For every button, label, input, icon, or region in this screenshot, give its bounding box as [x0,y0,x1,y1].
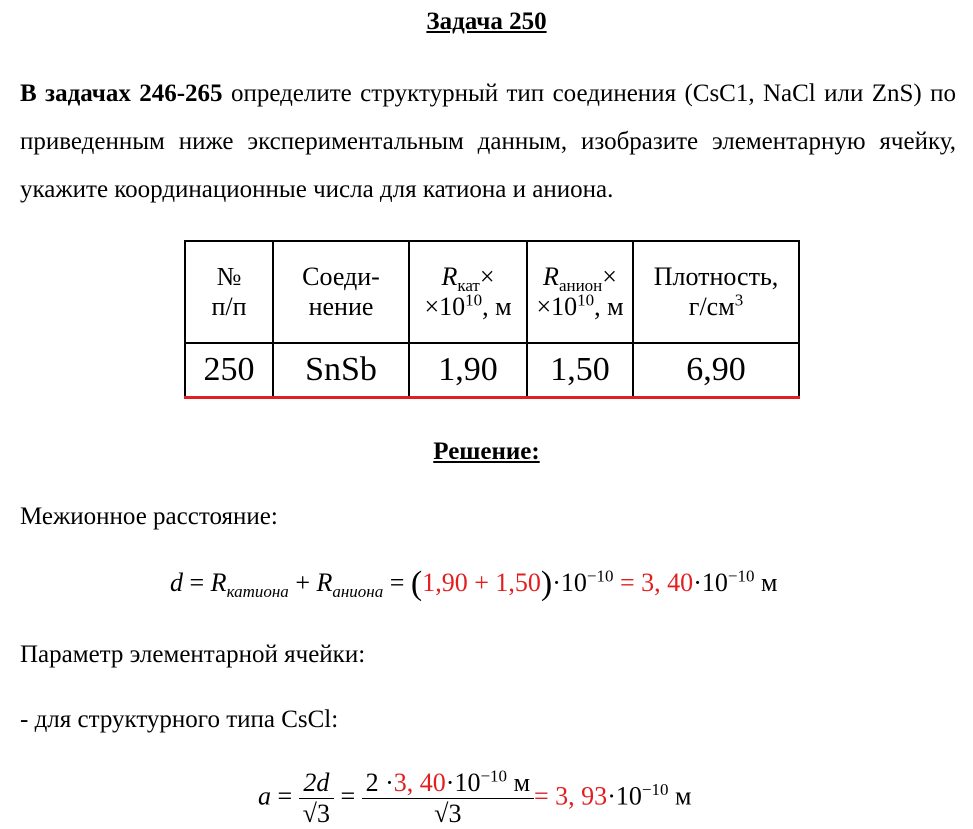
header-r-cation: $R_{кат}\times$ $\times 10^{10}$, м [409,241,527,343]
problem-statement [20,70,956,214]
cell-num: 250 [185,343,273,398]
table-row [185,343,799,398]
header-density: Плотность, $г/см^3$ [633,241,799,343]
statement-text: определите структурный тип соединения (CsC1, NaCl или ZnS) по приведенным ниже экспериментальным данным, изобразите элементарную ячейку, укажите координационные числа для катиона и аниона. [20,80,956,203]
cell-compound: SnSb [273,343,409,398]
text-cscl-type: - для структурного типа CsCl: [20,706,339,733]
problem-title: Задача 250 [426,8,547,35]
formula-distance: $d = R_{катиона} + R_{аниона} = (1,90 + 1,50)\cdot 10^{-10} = 3$, $40\cdot 10^{-10}$ м [170,565,778,602]
data-table [184,240,800,399]
cell-rcat: 1,90 [409,343,527,398]
text-cell-parameter: Параметр элементарной ячейки: [20,641,366,668]
formula-cell-parameter: a = $\frac{2d}{√3}$ = $\frac{2 \cdot 3, 40\cdot 10^{-10} м}{√3}$ = 3, $93\cdot 10^{-10}$ м [258,766,692,828]
fraction-2d: $\frac{2d}{√3}$ [299,768,334,829]
statement-lead: В задачах 246-265 [20,80,223,107]
text-interionic-distance: Межионное расстояние: [20,503,278,530]
header-r-anion: $R_{анион}\times$ $\times 10^{10}$, м [527,241,633,343]
cell-density: 6,90 [633,343,799,398]
fraction-numeric: $\frac{2 \cdot 3, 40\cdot 10^{-10} м}{√3}$ [362,768,534,829]
header-num: № п/п [185,241,273,343]
solution-title: Решение: [433,438,540,465]
cell-ran: 1,50 [527,343,633,398]
table-header-row [185,241,799,343]
header-compound: Соеди- нение [273,241,409,343]
